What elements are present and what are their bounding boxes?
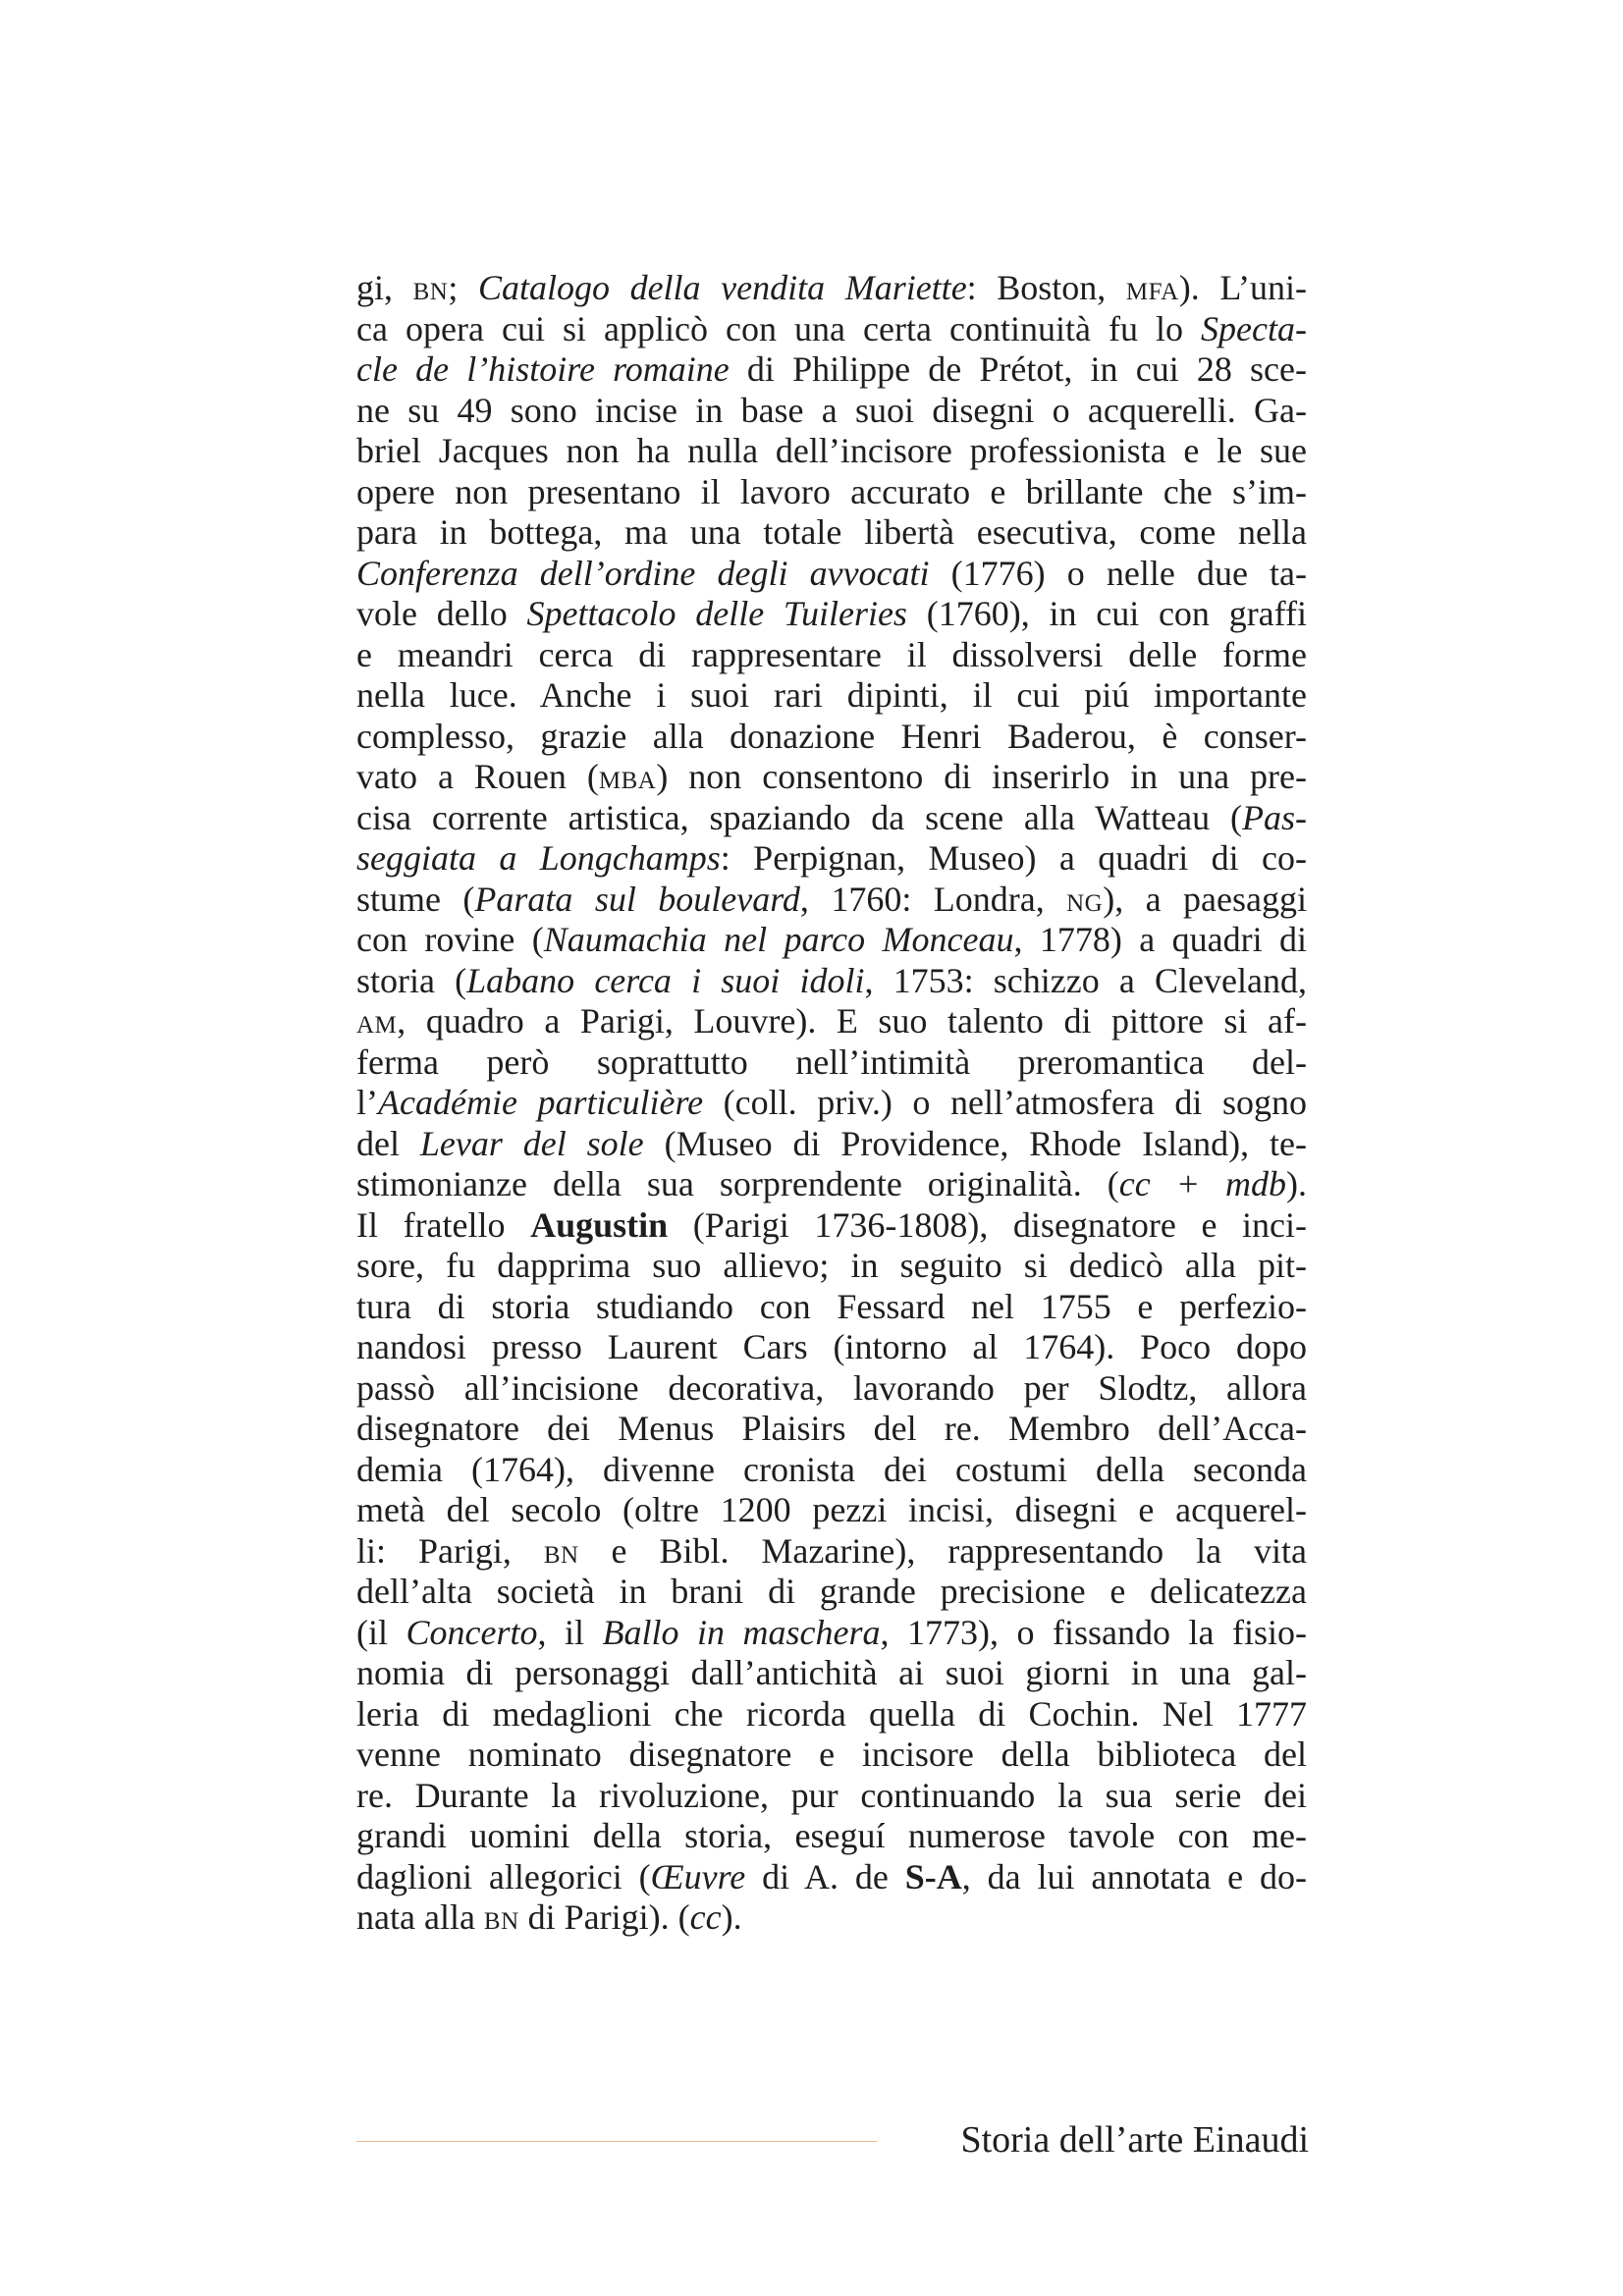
text-run: e Bibl. Mazarine), rappresentando la vita bbox=[578, 1530, 1307, 1571]
text-line bbox=[356, 1164, 1307, 1205]
text-line bbox=[356, 920, 1307, 961]
text-run: tura di storia studiando con Fessard nel 1755 e perfezio- bbox=[356, 1286, 1307, 1326]
text-line bbox=[356, 1776, 1307, 1817]
text-run: opere non presentano il lavoro accurato e brillante che s’im- bbox=[356, 471, 1307, 511]
text-line bbox=[356, 1490, 1307, 1531]
italic-text: Specta- bbox=[1201, 308, 1307, 348]
text-line bbox=[356, 1083, 1307, 1124]
text-line bbox=[356, 1572, 1307, 1613]
text-run: li: Parigi, bbox=[356, 1530, 544, 1571]
text-run: (il bbox=[356, 1612, 406, 1652]
text-line bbox=[356, 1857, 1307, 1898]
text-run: ). bbox=[721, 1897, 742, 1937]
text-run: ca opera cui si applicò con una certa continuità fu lo bbox=[356, 308, 1202, 348]
text-run: briel Jacques non ha nulla dell’incisore professionista e le sue bbox=[356, 431, 1307, 470]
text-run: con rovine ( bbox=[356, 920, 544, 959]
text-line bbox=[356, 268, 1307, 309]
text-line bbox=[356, 391, 1307, 432]
text-line bbox=[356, 512, 1307, 554]
text-run: dell’alta società in brani di grande precisione e delicatezza bbox=[356, 1572, 1307, 1611]
text-run: demia (1764), divenne cronista dei costumi della seconda bbox=[356, 1449, 1307, 1489]
italic-text: seggiata a Longchamps bbox=[356, 838, 721, 878]
text-run: (Parigi 1736-1808), disegnatore e inci- bbox=[668, 1204, 1307, 1245]
small-caps-abbreviation: bn bbox=[483, 1897, 519, 1937]
text-run: , 1773), o fissando la fisio- bbox=[880, 1612, 1307, 1652]
text-run: nandosi presso Laurent Cars (intorno al 1764). Poco dopo bbox=[356, 1327, 1307, 1366]
italic-text: cc bbox=[689, 1897, 722, 1937]
italic-text: Académie particulière bbox=[378, 1083, 704, 1122]
text-run: del bbox=[356, 1123, 420, 1163]
text-run: di Parigi). ( bbox=[518, 1897, 690, 1937]
text-run: , 1753: schizzo a Cleveland, bbox=[864, 960, 1307, 1000]
text-line bbox=[356, 472, 1307, 513]
text-line bbox=[356, 1124, 1307, 1165]
text-run: nata alla bbox=[356, 1897, 484, 1937]
text-line bbox=[356, 1409, 1307, 1450]
text-line bbox=[356, 838, 1307, 880]
italic-text: Catalogo della vendita Mariette bbox=[477, 268, 967, 307]
text-run: grandi uomini della storia, eseguí numerose tavole con me- bbox=[356, 1816, 1307, 1855]
text-line bbox=[356, 349, 1307, 391]
italic-text: Levar del sole bbox=[419, 1123, 644, 1163]
italic-text: Spettacolo delle Tuileries bbox=[526, 594, 907, 633]
text-run: re. Durante la rivoluzione, pur continuando la sua serie dei bbox=[356, 1775, 1307, 1815]
text-run: ). bbox=[1286, 1164, 1307, 1203]
text-run: (1760), in cui con graffi bbox=[906, 594, 1307, 633]
text-line bbox=[356, 798, 1307, 839]
italic-text: Ballo in maschera bbox=[602, 1612, 881, 1652]
article-body bbox=[356, 268, 1307, 1939]
text-run: (1776) o nelle due ta- bbox=[929, 553, 1307, 593]
text-line bbox=[356, 1897, 1307, 1939]
text-line bbox=[356, 757, 1307, 798]
text-run: di A. de bbox=[745, 1856, 905, 1896]
italic-text: Pas- bbox=[1242, 797, 1307, 837]
text-run: Il fratello bbox=[356, 1204, 531, 1245]
text-run: ferma però soprattutto nell’intimità preromantica del- bbox=[356, 1041, 1307, 1082]
small-caps-abbreviation: bn bbox=[412, 268, 449, 307]
text-run: l’ bbox=[356, 1083, 378, 1122]
small-caps-abbreviation: am bbox=[356, 1001, 398, 1041]
text-run: nomia di personaggi dall’antichità ai suoi giorni in una gal- bbox=[356, 1653, 1307, 1692]
text-run: , da lui annotata e do- bbox=[961, 1856, 1308, 1896]
text-run: nella luce. Anche i suoi rari dipinti, il cui piú importante bbox=[356, 675, 1307, 715]
text-run: , 1778) a quadri di bbox=[1013, 920, 1308, 959]
text-line bbox=[356, 1205, 1307, 1247]
text-run: : Boston, bbox=[966, 268, 1126, 307]
text-run: , il bbox=[537, 1612, 603, 1652]
text-line bbox=[356, 1287, 1307, 1328]
text-run: , quadro a Parigi, Louvre). E suo talento di pittore si af- bbox=[397, 1001, 1307, 1041]
text-run: disegnatore dei Menus Plaisirs del re. Membro dell’Acca- bbox=[356, 1409, 1307, 1448]
text-run: passò all’incisione decorativa, lavorando per Slodtz, allora bbox=[356, 1367, 1307, 1408]
text-line bbox=[356, 431, 1307, 472]
text-line bbox=[356, 1531, 1307, 1573]
text-run: di Philippe de Prétot, in cui 28 sce- bbox=[729, 349, 1307, 389]
text-run: leria di medaglioni che ricorda quella di Cochin. Nel 1777 bbox=[356, 1693, 1307, 1734]
text-line bbox=[356, 1001, 1307, 1042]
text-line bbox=[356, 1246, 1307, 1287]
italic-text: Naumachia nel parco Monceau bbox=[543, 920, 1014, 959]
footer-publication-title: Storia dell’arte Einaudi bbox=[960, 2119, 1309, 2161]
text-run: metà del secolo (oltre 1200 pezzi incisi, disegni e acquerel- bbox=[356, 1490, 1307, 1529]
text-line bbox=[356, 1735, 1307, 1776]
text-run: ) non consentono di inserirlo in una pre- bbox=[656, 757, 1307, 796]
bold-text: Augustin bbox=[530, 1204, 669, 1245]
text-run: stume ( bbox=[356, 879, 475, 919]
small-caps-abbreviation: mba bbox=[598, 757, 657, 796]
text-run: ; bbox=[448, 268, 478, 307]
small-caps-abbreviation: bn bbox=[543, 1530, 579, 1571]
text-line bbox=[356, 675, 1307, 717]
text-run: sore, fu dapprima suo allievo; in seguito si dedicò alla pit- bbox=[356, 1246, 1307, 1285]
text-run: (coll. priv.) o nell’atmosfera di sogno bbox=[703, 1083, 1307, 1122]
text-run: para in bottega, ma una totale libertà esecutiva, come nella bbox=[356, 512, 1307, 552]
text-run: vato a Rouen ( bbox=[356, 757, 599, 796]
text-line bbox=[356, 309, 1307, 350]
text-run: gi, bbox=[356, 268, 413, 307]
italic-text: Labano cerca i suoi idoli bbox=[466, 960, 865, 1000]
italic-text: Conferenza dell’ordine degli avvocati bbox=[356, 553, 930, 593]
text-run: ne su 49 sono incise in base a suoi disegni o acquerelli. Ga- bbox=[356, 390, 1307, 430]
footer-rule bbox=[356, 2141, 877, 2142]
text-line bbox=[356, 961, 1307, 1002]
text-line bbox=[356, 1653, 1307, 1694]
small-caps-abbreviation: ng bbox=[1066, 879, 1104, 919]
text-line bbox=[356, 1694, 1307, 1735]
italic-text: Concerto bbox=[406, 1612, 538, 1652]
text-line bbox=[356, 1613, 1307, 1654]
italic-text: cc + mdb bbox=[1118, 1164, 1286, 1203]
text-run: ), a paesaggi bbox=[1103, 879, 1307, 919]
text-run: cisa corrente artistica, spaziando da scene alla Watteau ( bbox=[356, 797, 1242, 837]
text-line bbox=[356, 1368, 1307, 1410]
text-line bbox=[356, 1816, 1307, 1857]
text-line bbox=[356, 1450, 1307, 1491]
text-line bbox=[356, 635, 1307, 676]
text-line bbox=[356, 554, 1307, 595]
text-line bbox=[356, 594, 1307, 635]
text-line bbox=[356, 1042, 1307, 1084]
text-line bbox=[356, 1327, 1307, 1368]
italic-text: Parata sul boulevard bbox=[474, 879, 800, 919]
text-line bbox=[356, 880, 1307, 921]
text-run: ). L’uni- bbox=[1178, 268, 1307, 307]
italic-text: Œuvre bbox=[650, 1856, 746, 1896]
small-caps-abbreviation: mfa bbox=[1125, 268, 1179, 307]
text-run: (Museo di Providence, Rhode Island), te- bbox=[643, 1123, 1307, 1163]
italic-text: cle de l’histoire romaine bbox=[356, 349, 730, 389]
text-run: , 1760: Londra, bbox=[799, 879, 1067, 919]
text-run: storia ( bbox=[356, 960, 467, 1000]
text-line bbox=[356, 717, 1307, 758]
text-run: stimonianze della sua sorprendente originalità. ( bbox=[356, 1164, 1119, 1203]
text-run: venne nominato disegnatore e incisore della biblioteca del bbox=[356, 1735, 1307, 1774]
text-run: daglioni allegorici ( bbox=[356, 1856, 651, 1896]
text-run: : Perpignan, Museo) a quadri di co- bbox=[720, 838, 1307, 878]
bold-text: S-A bbox=[904, 1856, 962, 1896]
text-run: e meandri cerca di rappresentare il dissolversi delle forme bbox=[356, 634, 1307, 674]
text-run: complesso, grazie alla donazione Henri Baderou, è conser- bbox=[356, 716, 1307, 756]
text-run: vole dello bbox=[356, 594, 527, 633]
